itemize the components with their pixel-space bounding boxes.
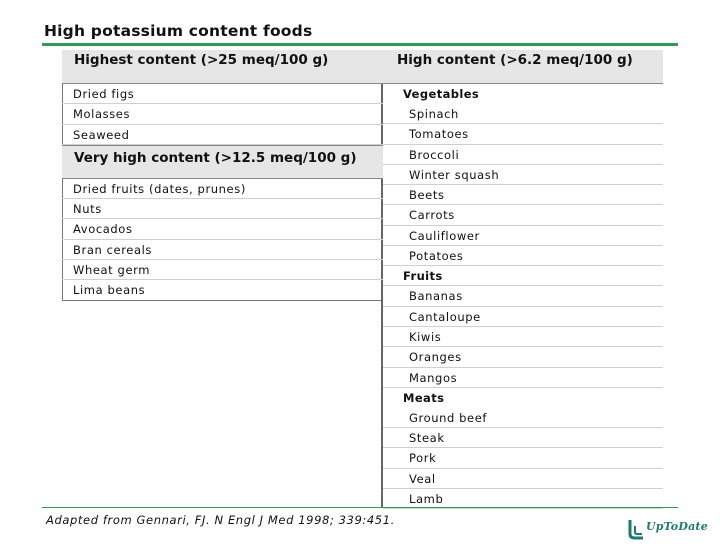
list-item: Winter squash: [383, 165, 663, 185]
category-meats: Meats: [403, 390, 445, 405]
list-item: Carrots: [383, 205, 663, 225]
list-item: Seaweed: [62, 125, 383, 145]
list-item: Molasses: [62, 104, 383, 124]
list-item: Nuts: [62, 199, 383, 219]
list-item: Mangos: [383, 368, 663, 388]
list-item: Broccoli: [383, 145, 663, 165]
uptodate-logo: [626, 518, 720, 540]
list-item: Lima beans: [73, 283, 146, 298]
highest-content-header: Highest content (>25 meq/100 g): [62, 50, 383, 84]
list-item: Lamb: [383, 489, 663, 509]
list-item: Dried fruits (dates, prunes): [62, 179, 383, 199]
list-item: Veal: [383, 469, 663, 489]
very-high-content-header: Very high content (>12.5 meq/100 g): [62, 145, 383, 179]
list-item: Oranges: [383, 347, 663, 367]
list-item: Steak: [383, 428, 663, 448]
list-item: Beets: [383, 185, 663, 205]
list-item: Bananas: [383, 286, 663, 306]
list-item: Avocados: [62, 219, 383, 239]
category-vegetables: Vegetables: [403, 87, 480, 101]
highest-content-list: [62, 84, 383, 145]
list-item: Potatoes: [383, 246, 663, 266]
list-item: Dried figs: [62, 84, 383, 104]
page-title: High potassium content foods: [44, 22, 313, 40]
list-item: Cantaloupe: [383, 307, 663, 327]
logo-mark-icon: [626, 518, 646, 540]
source-citation: Adapted from Gennari, FJ. N Engl J Med 1998; 339:451.: [46, 513, 395, 527]
list-item: Pork: [383, 448, 663, 468]
list-item: Tomatoes: [383, 124, 663, 144]
right-column: [383, 50, 663, 509]
list-item: Kiwis: [383, 327, 663, 347]
logo-text: UpToDate: [646, 520, 708, 533]
very-high-content-list: [62, 179, 383, 301]
title-rule: [42, 43, 678, 46]
footer-rule: [42, 507, 678, 508]
list-item: Cauliflower: [383, 226, 663, 246]
list-item: Ground beef: [383, 408, 663, 428]
left-column: [62, 50, 383, 301]
high-content-header: High content (>6.2 meq/100 g): [383, 50, 663, 84]
category-fruits: Fruits: [383, 266, 663, 286]
list-item: Spinach: [383, 104, 663, 124]
list-item: Bran cereals: [62, 240, 383, 260]
list-item: Wheat germ: [62, 260, 383, 280]
